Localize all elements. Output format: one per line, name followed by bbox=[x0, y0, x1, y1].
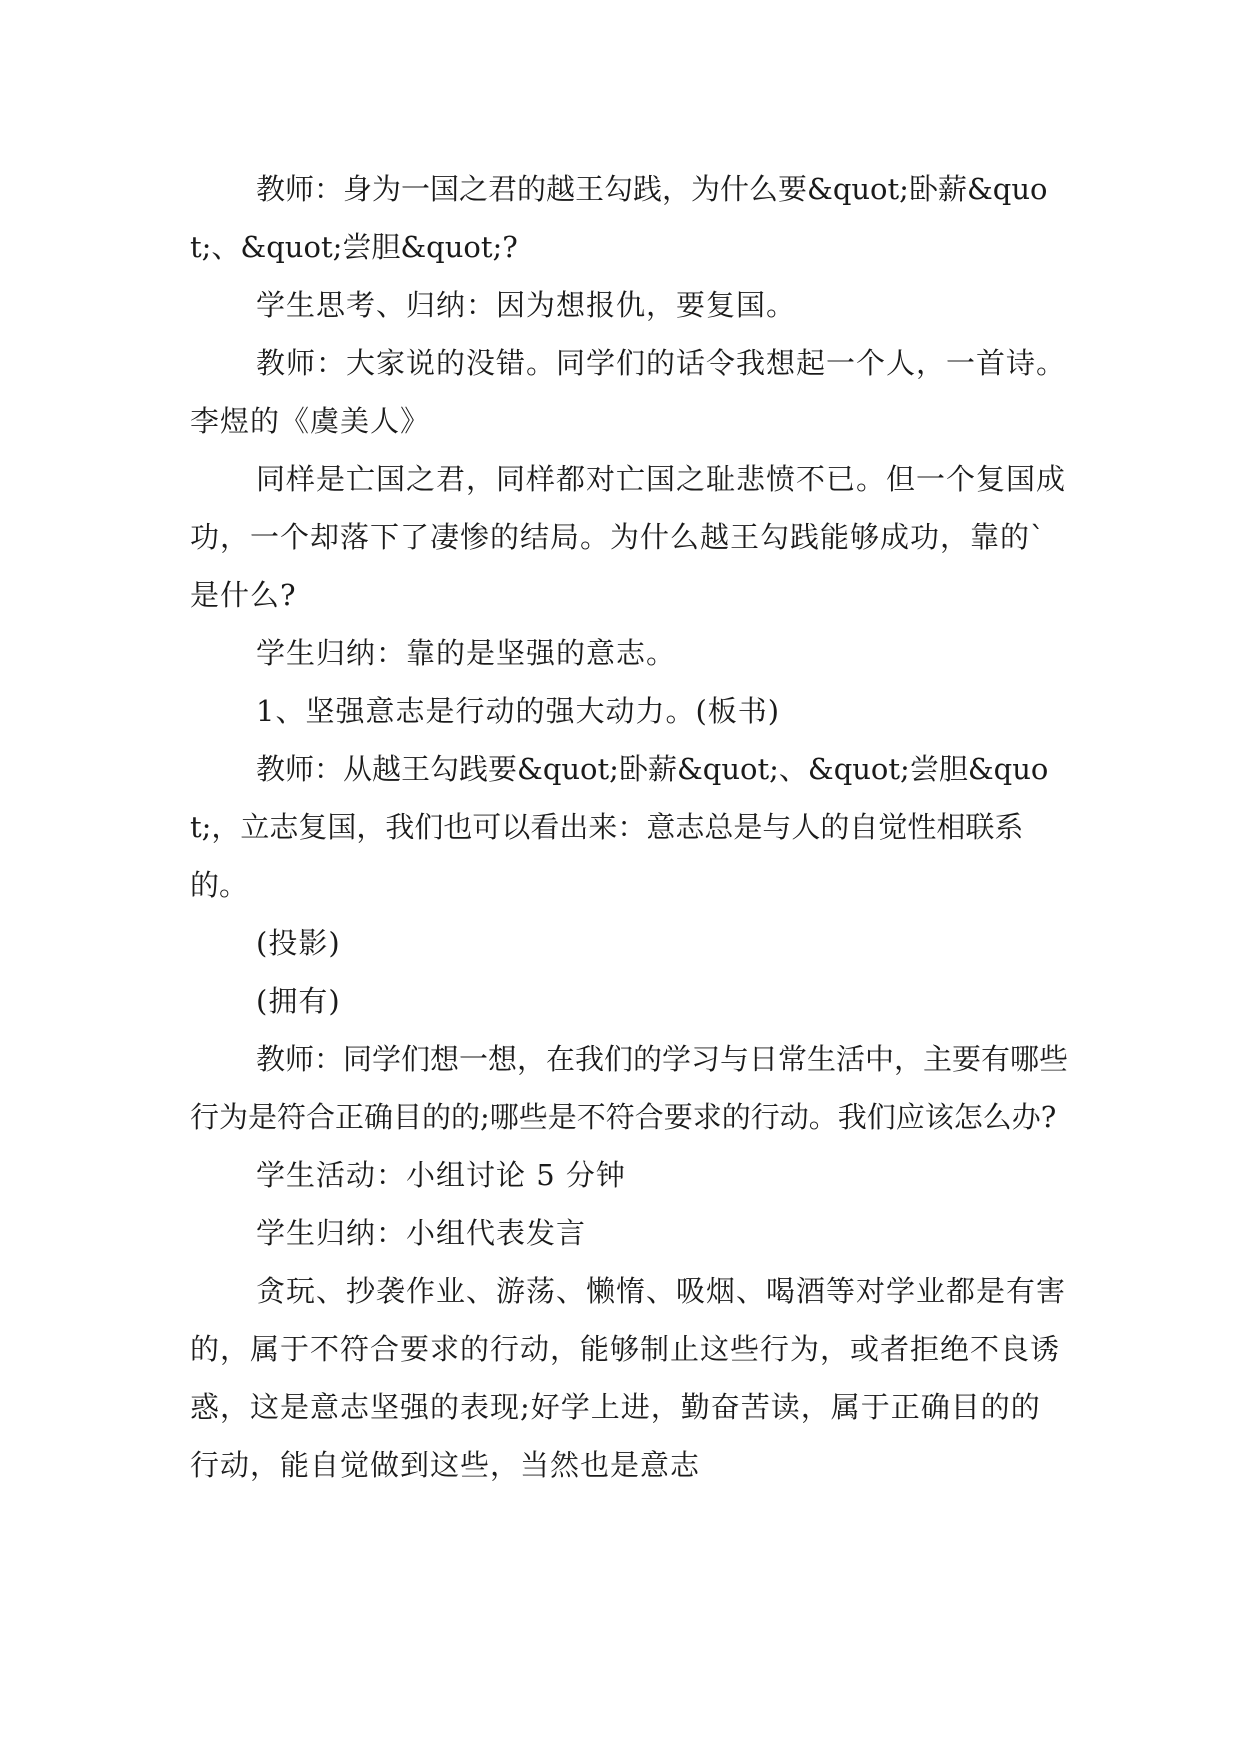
paragraph-teacher-poem: 教师：大家说的没错。同学们的话令我想起一个人，一首诗。李煜的《虞美人》 bbox=[190, 346, 1067, 438]
paragraph-teacher-question-goujian: 教师：身为一国之君的越王勾践，为什么要&quot;卧薪&quot;、&quot;尝胆&quot;? bbox=[190, 172, 1048, 264]
paragraph-blackboard-point-1: 1、坚强意志是行动的强大动力。(板书) bbox=[256, 694, 781, 728]
paragraph-student-activity: 学生活动：小组讨论 5 分钟 bbox=[256, 1158, 626, 1192]
paragraph-teacher-think: 教师：同学们想一想，在我们的学习与日常生活中，主要有哪些行为是符合正确目的的;哪些是不符合要求的行动。我们应该怎么办? bbox=[190, 1042, 1069, 1134]
document-body bbox=[190, 160, 1070, 1494]
paragraph-comparison: 同样是亡国之君，同样都对亡国之耻悲愤不已。但一个复国成功，一个却落下了凄惨的结局。为什么越王勾践能够成功，靠的`是什么? bbox=[190, 462, 1067, 612]
paragraph-possess: (拥有) bbox=[256, 984, 341, 1018]
paragraph-student-answer-revenge: 学生思考、归纳：因为想报仇，要复国。 bbox=[256, 288, 797, 322]
paragraph-student-summary: 学生归纳：小组代表发言 bbox=[256, 1216, 587, 1250]
paragraph-student-willpower: 学生归纳：靠的是坚强的意志。 bbox=[256, 636, 677, 670]
paragraph-behaviors: 贪玩、抄袭作业、游荡、懒惰、吸烟、喝酒等对学业都是有害的，属于不符合要求的行动，能够制止这些行为，或者拒绝不良诱惑，这是意志坚强的表现;好学上进，勤奋苦读，属于正确目的的行动，能自觉做到这些，当然也是意志 bbox=[190, 1274, 1067, 1482]
paragraph-projection: (投影) bbox=[256, 926, 341, 960]
paragraph-teacher-consciousness: 教师：从越王勾践要&quot;卧薪&quot;、&quot;尝胆&quot;，立志复国，我们也可以看出来：意志总是与人的自觉性相联系的。 bbox=[190, 752, 1049, 902]
